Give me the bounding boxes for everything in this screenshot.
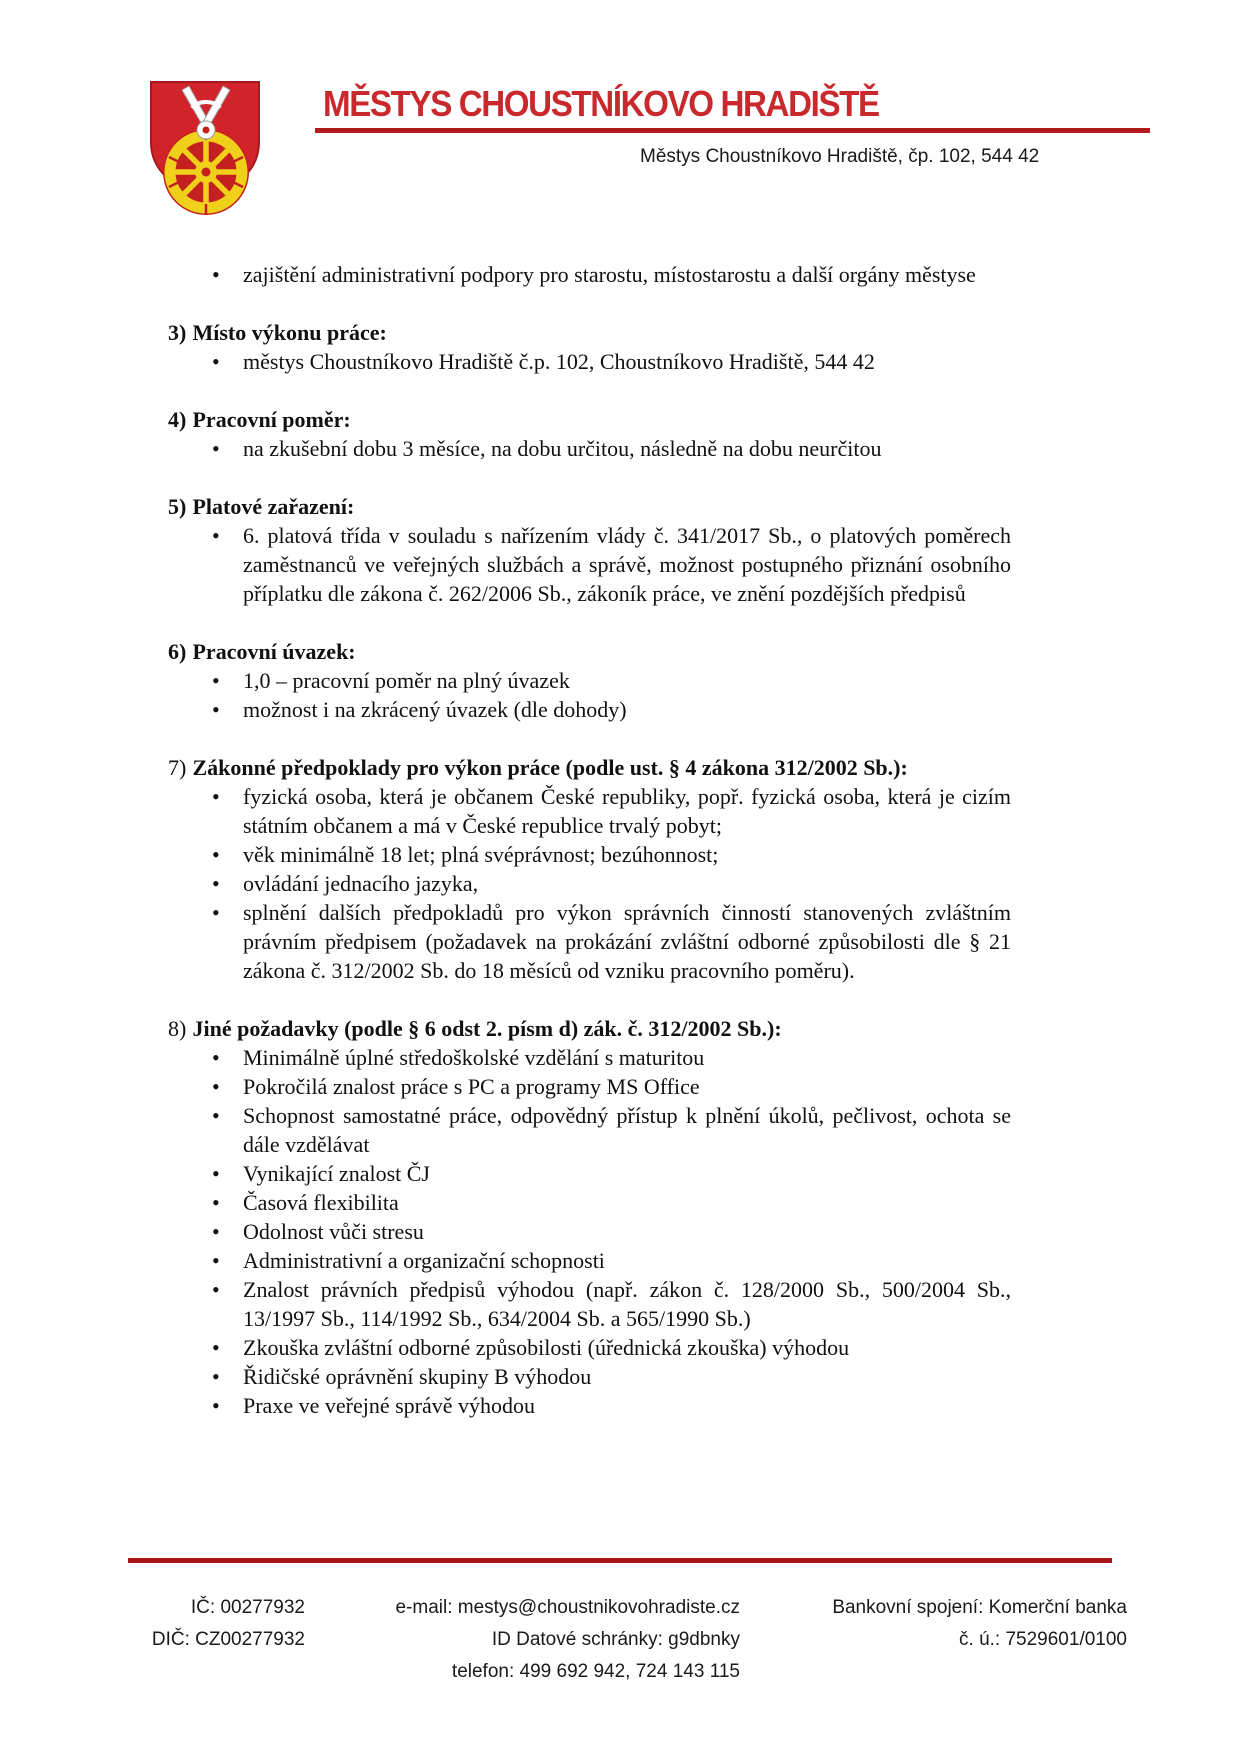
- footer-ic: IČ: 00277932: [190, 1597, 305, 1618]
- section-title: Jiné požadavky (podle § 6 odst 2. písm d) zák. č. 312/2002 Sb.):: [192, 1016, 782, 1041]
- section-number: 7): [168, 755, 187, 780]
- section-title: Pracovní úvazek:: [192, 639, 356, 664]
- list-item: • Administrativní a organizační schopnosti: [168, 1246, 1011, 1275]
- bullet-list: [168, 782, 1011, 985]
- section-title: Zákonné předpoklady pro výkon práce (podle ust. § 4 zákona 312/2002 Sb.):: [192, 755, 908, 780]
- coat-of-arms-icon: [148, 74, 262, 218]
- list-item: • Zkouška zvláštní odborné způsobilosti (úřednická zkouška) výhodou: [168, 1333, 1011, 1362]
- section-platove-zarazeni: [168, 492, 1011, 608]
- list-item: • Minimálně úplné středoškolské vzdělání s maturitou: [168, 1043, 1011, 1072]
- section-title: Místo výkonu práce:: [192, 320, 387, 345]
- section-jine-pozadavky: [168, 1014, 1011, 1420]
- list-item: • věk minimálně 18 let; plná svéprávnost; bezúhonnost;: [168, 840, 1011, 869]
- list-item: • možnost i na zkrácený úvazek (dle dohody): [168, 695, 1011, 724]
- footer-column-bank: [700, 1592, 1127, 1656]
- footer-column-ids: [100, 1592, 305, 1656]
- footer-account: č. ú.: 7529601/0100: [959, 1629, 1127, 1650]
- list-item: • Vynikající znalost ČJ: [168, 1159, 1011, 1188]
- footer-column-contact: [340, 1592, 740, 1688]
- footer-email: e-mail: mestys@choustnikovohradiste.cz: [395, 1597, 740, 1618]
- list-item: • Časová flexibilita: [168, 1188, 1011, 1217]
- list-item: • fyzická osoba, která je občanem České republiky, popř. fyzická osoba, která je cizím státním občanem a má v České republice trvalý pobyt;: [168, 782, 1011, 840]
- section-title: Platové zařazení:: [192, 494, 355, 519]
- intro-bullet-list: [168, 260, 1011, 289]
- list-item: • Znalost právních předpisů výhodou (např. zákon č. 128/2000 Sb., 500/2004 Sb., 13/1997 Sb., 114/1992 Sb., 634/2004 Sb. a 565/1990 Sb.): [168, 1275, 1011, 1333]
- header-address: Městys Choustníkovo Hradiště, čp. 102, 544 42: [640, 146, 1040, 167]
- bullet-list: [168, 1043, 1011, 1420]
- section-zakonne-predpoklady: [168, 753, 1011, 985]
- list-item: • 1,0 – pracovní poměr na plný úvazek: [168, 666, 1011, 695]
- list-item: • na zkušební dobu 3 měsíce, na dobu určitou, následně na dobu neurčitou: [168, 434, 1011, 463]
- section-number: 8): [168, 1016, 187, 1041]
- document-body: [168, 260, 1011, 1420]
- bullet-list: [168, 521, 1011, 608]
- list-item: • Řidičské oprávnění skupiny B výhodou: [168, 1362, 1011, 1391]
- footer-rule-line: [128, 1558, 1112, 1563]
- section-heading: [168, 405, 1011, 434]
- section-heading: [168, 318, 1011, 347]
- list-item: • Pokročilá znalost práce s PC a programy MS Office: [168, 1072, 1011, 1101]
- bullet-list: [168, 434, 1011, 463]
- section-number: 3): [168, 320, 187, 345]
- org-title: MĚSTYS CHOUSTNÍKOVO HRADIŠTĚ: [323, 83, 879, 124]
- section-heading: [168, 1014, 1011, 1043]
- section-misto-vykonu-prace: [168, 318, 1011, 376]
- footer-bank: Bankovní spojení: Komerční banka: [832, 1597, 1127, 1618]
- section-heading: [168, 637, 1011, 666]
- list-item: • městys Choustníkovo Hradiště č.p. 102, Choustníkovo Hradiště, 544 42: [168, 347, 1011, 376]
- section-title: Pracovní poměr:: [192, 407, 351, 432]
- list-item: • Odolnost vůči stresu: [168, 1217, 1011, 1246]
- section-number: 5): [168, 494, 187, 519]
- section-heading: [168, 492, 1011, 521]
- footer-databox: ID Datové schránky: g9dbnky: [491, 1629, 740, 1650]
- section-number: 6): [168, 639, 187, 664]
- wheel-hub-hole: [202, 168, 211, 177]
- list-item: • 6. platová třída v souladu s nařízením vlády č. 341/2017 Sb., o platových poměrech zaměstnanců ve veřejných službách a správě, možnost postupného přiznání osobního příplatku dle zákona č. 262/2006 Sb., zákoník práce, ve znění pozdějších předpisů: [168, 521, 1011, 608]
- section-pracovni-uvazek: [168, 637, 1011, 724]
- list-item: • zajištění administrativní podpory pro starostu, místostarostu a další orgány městyse: [168, 260, 1011, 289]
- footer-dic: DIČ: CZ00277932: [151, 1629, 305, 1650]
- bullet-list: [168, 347, 1011, 376]
- section-heading: [168, 753, 1011, 782]
- bullet-list: [168, 666, 1011, 724]
- section-pracovni-pomer: [168, 405, 1011, 463]
- list-item: • Praxe ve veřejné správě výhodou: [168, 1391, 1011, 1420]
- list-item: • Schopnost samostatné práce, odpovědný přístup k plnění úkolů, pečlivost, ochota se dále vzdělávat: [168, 1101, 1011, 1159]
- footer-phone: telefon: 499 692 942, 724 143 115: [451, 1661, 740, 1682]
- list-item: • ovládání jednacího jazyka,: [168, 869, 1011, 898]
- section-number: 4): [168, 407, 187, 432]
- header-rule-line: [315, 128, 1150, 133]
- list-item: • splnění dalších předpokladů pro výkon správních činností stanovených zvláštním právním předpisem (požadavek na prokázání zvláštní odborné způsobilosti dle § 21 zákona č. 312/2002 Sb. do 18 měsíců od vzniku pracovního poměru).: [168, 898, 1011, 985]
